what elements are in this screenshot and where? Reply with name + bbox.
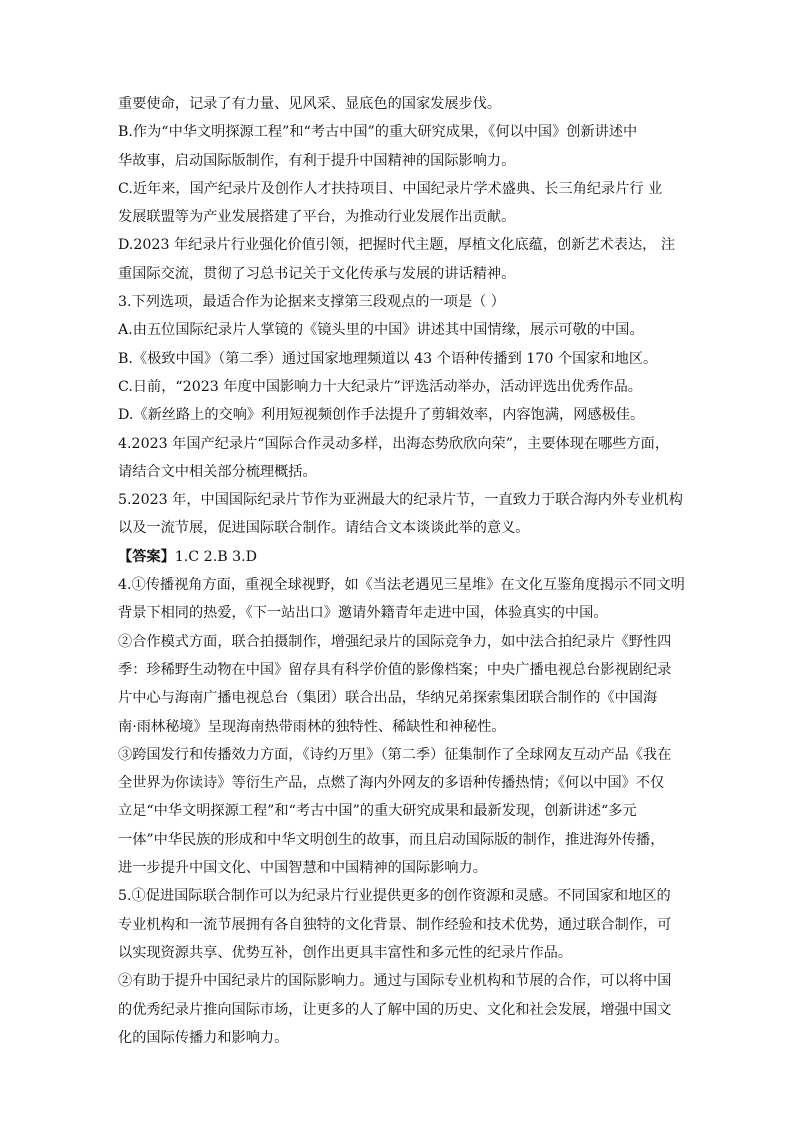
answer-text-line: ③跨国发行和传播效力方面，《诗约万里》（第二季）征集制作了全球网友互动产品《我在 [118,746,672,763]
question-5-cont: 以及一流节展，促进国际联合制作。请结合文本谈谈此举的意义。 [118,520,530,537]
question-4-cont: 请结合文中相关部分梳理概括。 [118,463,317,480]
answer-text-line: 季：珍稀野生动物在中国》留存具有科学价值的影像档案；中央广播电视总台影视剧纪录 [118,661,672,678]
question-3: 3.下列选项，最适合作为论据来支撑第三段观点的一项是（ ） [118,294,505,311]
answer-text-line: 全世界为你读诗》等衍生产品，点燃了海内外网友的多语种传播热情；《何以中国》不仅 [118,775,665,792]
text-line: 重国际交流，贯彻了习总书记关于文化传承与发展的讲话精神。 [118,265,516,282]
text-line: 发展联盟等为产业发展搭建了平台，为推动行业发展作出贡献。 [118,209,516,226]
answer-5-line: 5.①促进国际联合制作可以为纪录片行业提供更多的创作资源和灵感。不同国家和地区的 [118,888,671,905]
answer-text-line: 背景下相同的热爱，《下一站出口》邀请外籍青年走进中国，体验真实的中国。 [118,605,608,622]
answer-text-line: 化的国际传播力和影响力。 [118,1029,289,1046]
answer-choices: 1.C 2.B 3.D [174,548,258,565]
question-3-option-b: B.《极致中国》（第二季）通过国家地理频道以 43 个语种传播到 170 个国家和地区。 [118,350,658,367]
option-b-line: B.作为“中华文明探源工程”和“考古中国”的重大研究成果，《何以中国》创新讲述中 [118,124,638,141]
document-page [118,90,685,1052]
answer-text-line: 专业机构和一流节展拥有各自独特的文化背景、制作经验和技术优势，通过联合制作，可 [118,916,672,933]
answer-label: 【答案】 [118,548,175,565]
question-4: 4.2023 年国产纪录片“国际合作灵动多样，出海态势欣欣向荣”，主要体现在哪些方面， [118,435,670,452]
answer-text-line: 一体”中华民族的形成和中华文明创生的故事，而且启动国际版的制作，推进海外传播， [118,831,665,848]
answer-text-line: 立足“中华文明探源工程”和“考古中国”的重大研究成果和最新发现，创新讲述“多元 [118,803,637,820]
answer-line [118,543,678,571]
option-d-line: D.2023 年纪录片行业强化价值引领，把握时代主题，厚植文化底蕴，创新艺术表达， 注 [118,237,676,254]
text-line: 重要使命，记录了有力量、见风采、显底色的国家发展步伐。 [118,96,502,112]
question-3-option-d: D.《新丝路上的交响》利用短视频创作手法提升了剪辑效率，内容饱满，网感极佳。 [118,407,645,424]
question-5: 5.2023 年，中国国际纪录片节作为亚洲最大的纪录片节，一直致力于联合海内外专业机构 [118,492,683,509]
answer-4-line: 4.①传播视角方面，重视全球视野，如《当法老遇见三星堆》在文化互鉴角度揭示不同文明 [118,577,685,594]
answer-text-line: ②合作模式方面，联合拍摄制作，增强纪录片的国际竞争力，如中法合拍纪录片《野性四 [118,633,672,650]
option-c-line: C.近年来，国产纪录片及创作人才扶持项目、中国纪录片学术盛典、长三角纪录片行 业 [118,180,663,197]
answer-text-line: 南·雨林秘境》呈现海南热带雨林的独特性、稀缺性和神秘性。 [118,718,506,735]
answer-text-line: 片中心与海南广播电视总台（集团）联合出品，华纳兄弟探索集团联合制作的《中国海 [118,690,658,707]
text-line: 华故事，启动国际版制作，有利于提升中国精神的国际影响力。 [118,152,516,169]
question-3-option-a: A.由五位国际纪录片人掌镜的《镜头里的中国》讲述其中国情缘，展示可敬的中国。 [118,322,644,339]
answer-text-line: 的优秀纪录片推向国际市场，让更多的人了解中国的历史、文化和社会发展，增强中国文 [118,1001,672,1018]
answer-text-line: 进一步提升中国文化、中国智慧和中国精神的国际影响力。 [118,860,487,877]
answer-text-line: 以实现资源共享、优势互补，创作出更具丰富性和多元性的纪录片作品。 [118,944,573,961]
question-3-option-c: C.日前，“2023 年度中国影响力十大纪录片”评选活动举办，活动评选出优秀作品。 [118,378,642,395]
answer-text-line: ②有助于提升中国纪录片的国际影响力。通过与国际专业机构和节展的合作，可以将中国 [118,973,672,990]
